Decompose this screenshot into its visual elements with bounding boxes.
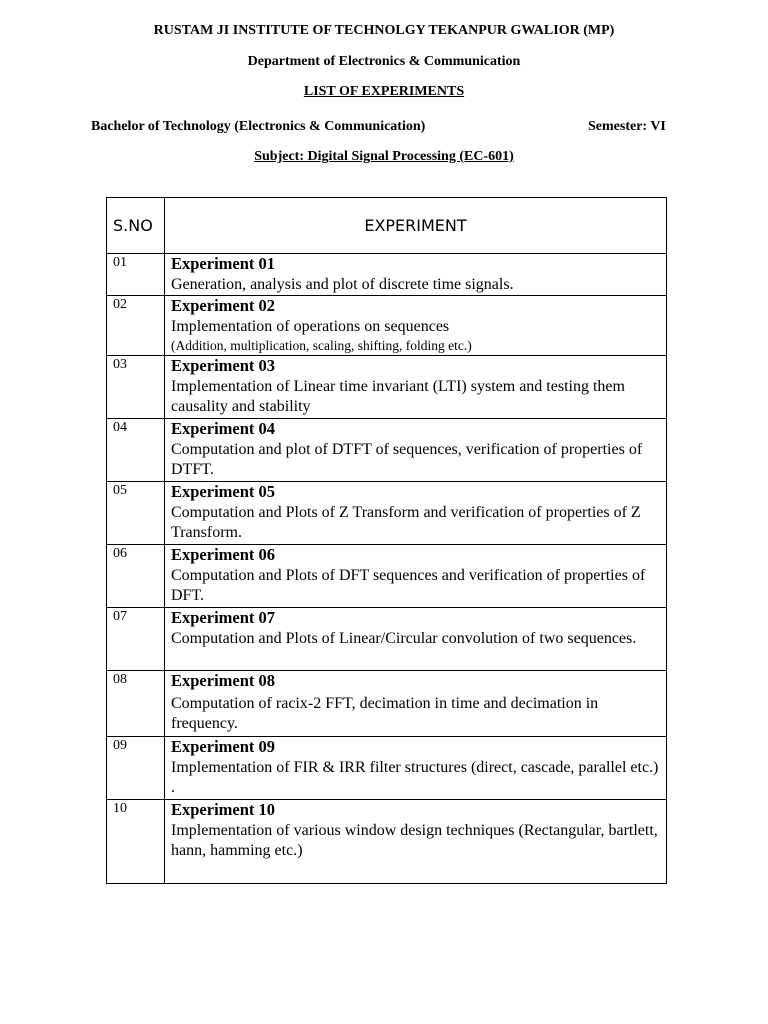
institute-title: RUSTAM JI INSTITUTE OF TECHNOLGY TEKANPUR GWALIOR (MP) (153, 23, 615, 38)
experiment-name: Experiment 07 (171, 608, 276, 627)
table-row (107, 482, 667, 545)
experiment-name: Experiment 08 (171, 671, 276, 690)
experiment-cell (165, 254, 667, 296)
experiments-table (106, 197, 667, 884)
table-row (107, 737, 667, 800)
row-number: 06 (107, 545, 165, 608)
column-header-experiment: EXPERIMENT (165, 198, 667, 254)
column-header-sno: S.NO (107, 198, 165, 254)
experiment-name: Experiment 04 (171, 419, 276, 438)
experiment-description: Implementation of FIR & IRR filter structures (direct, cascade, parallel etc.) . (171, 758, 659, 796)
experiment-cell (165, 545, 667, 608)
row-number: 04 (107, 419, 165, 482)
experiment-cell (165, 419, 667, 482)
experiment-cell (165, 482, 667, 545)
table-row (107, 800, 667, 884)
experiment-cell (165, 608, 667, 671)
experiment-name: Experiment 06 (171, 545, 276, 564)
experiment-description: Implementation of operations on sequences (171, 317, 450, 335)
experiment-description: Implementation of Linear time invariant (LTI) system and testing them causality and stability (171, 377, 625, 415)
row-number: 03 (107, 356, 165, 419)
row-number: 08 (107, 671, 165, 737)
experiment-cell (165, 671, 667, 737)
experiment-description: Computation and plot of DTFT of sequences, verification of properties of DTFT. (171, 440, 643, 478)
subject-title: Subject: Digital Signal Processing (EC-601) (254, 149, 514, 164)
experiment-description: Computation of racix-2 FFT, decimation in time and decimation in frequency. (171, 694, 599, 732)
experiment-name: Experiment 02 (171, 296, 276, 315)
program-name: Bachelor of Technology (Electronics & Communication) (91, 119, 426, 134)
row-number: 05 (107, 482, 165, 545)
table-header-row (107, 198, 667, 254)
experiment-description: Computation and Plots of DFT sequences and verification of properties of DFT. (171, 566, 646, 604)
row-number: 10 (107, 800, 165, 884)
experiment-name: Experiment 03 (171, 356, 276, 375)
experiment-description: Generation, analysis and plot of discrete time signals. (171, 275, 514, 293)
experiment-description: Computation and Plots of Z Transform and verification of properties of Z Transform. (171, 503, 641, 541)
experiment-name: Experiment 10 (171, 800, 276, 819)
experiment-name: Experiment 01 (171, 254, 276, 273)
table-row (107, 671, 667, 737)
department-title: Department of Electronics & Communication (247, 54, 521, 69)
experiment-name: Experiment 05 (171, 482, 276, 501)
table-row (107, 296, 667, 356)
experiment-cell (165, 296, 667, 356)
experiment-name: Experiment 09 (171, 737, 276, 756)
list-title: LIST OF EXPERIMENTS (303, 84, 465, 99)
table-row (107, 254, 667, 296)
table-row (107, 545, 667, 608)
table-row (107, 419, 667, 482)
row-number: 02 (107, 296, 165, 356)
table-row (107, 608, 667, 671)
experiment-cell (165, 737, 667, 800)
experiment-description: Implementation of various window design techniques (Rectangular, bartlett, hann, hamming etc.) (171, 821, 658, 859)
table-row (107, 356, 667, 419)
experiment-note: (Addition, multiplication, scaling, shifting, folding etc.) (171, 338, 472, 353)
experiment-cell (165, 356, 667, 419)
semester-label: Semester: VI (588, 119, 666, 134)
experiment-cell (165, 800, 667, 884)
row-number: 09 (107, 737, 165, 800)
experiment-description: Computation and Plots of Linear/Circular convolution of two sequences. (171, 629, 637, 647)
row-number: 07 (107, 608, 165, 671)
row-number: 01 (107, 254, 165, 296)
